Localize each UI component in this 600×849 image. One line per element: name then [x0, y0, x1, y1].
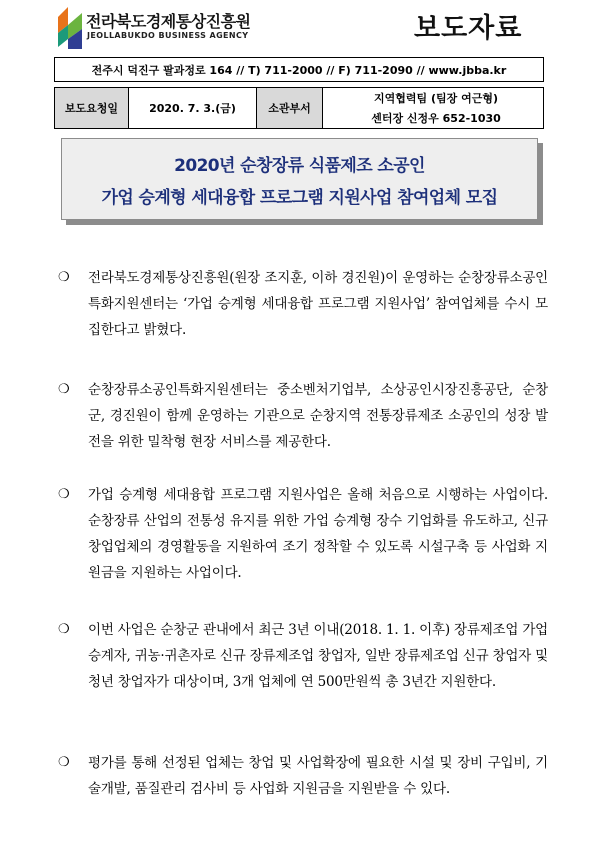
department-value	[323, 88, 543, 128]
bullet-circle-icon: ❍	[58, 270, 70, 285]
department-label: 소관부서	[257, 88, 323, 128]
paragraph-text: 가업 승계형 세대융합 프로그램 지원사업은 올해 처음으로 시행하는 사업이다. 순창장류 산업의 전통성 유지를 위한 가업 승계형 장수 기업화를 유도하고, 신규 창업업체의 경영활동을 지원하여 조기 정착할 수 있도록 시설구축 등 사업화 지원금을 지원하는 사업이다.	[88, 487, 548, 581]
agency-logo-icon	[56, 3, 84, 51]
org-name-english: JEOLLABUKDO BUSINESS AGENCY	[87, 31, 249, 40]
department-team: 지역협력팀 (팀장 여근형)	[374, 92, 498, 105]
department-contact: 센터장 신정우 652-1030	[371, 112, 501, 125]
body-paragraph	[58, 377, 548, 455]
paragraph-text: 평가를 통해 선정된 업체는 창업 및 사업확장에 필요한 시설 및 장비 구입비, 기술개발, 품질관리 검사비 등 사업화 지원금을 지원받을 수 있다.	[88, 755, 548, 797]
bullet-circle-icon: ❍	[58, 382, 70, 397]
body-paragraph	[58, 617, 548, 695]
paragraph-text: 이번 사업은 순창군 관내에서 최근 3년 이내(2018. 1. 1. 이후) 장류제조업 가업승계자, 귀농·귀촌자로 신규 장류제조업 창업자, 일반 장류제조업 신규 창업자 및 청년 창업자가 대상이며, 3개 업체에 연 500만원씩 총 3년간 지원한다.	[88, 622, 549, 690]
headline-line-2: 가업 승계형 세대융합 프로그램 지원사업 참여업체 모집	[101, 187, 498, 208]
paragraph-text: 전라북도경제통상진흥원(원장 조지훈, 이하 경진원)이 운영하는 순창장류소공인특화지원센터는 ‘가업 승계형 세대융합 프로그램 지원사업’ 참여업체를 수시 모집한다고 밝혔다.	[88, 270, 548, 338]
press-info-table	[54, 87, 544, 129]
org-name-korean: 전라북도경제통상진흥원	[86, 12, 251, 31]
headline-box	[61, 138, 538, 220]
body-paragraph	[58, 265, 548, 343]
request-date-value: 2020. 7. 3.(금)	[129, 88, 257, 128]
bullet-circle-icon: ❍	[58, 487, 70, 502]
contact-info-bar	[54, 57, 544, 82]
body-paragraph	[58, 750, 548, 802]
bullet-circle-icon: ❍	[58, 622, 70, 637]
contact-info-text: 전주시 덕진구 팔과정로 164 // T) 711-2000 // F) 711-2090 // www.jbba.kr	[91, 63, 507, 77]
document-type-title: 보도자료	[414, 13, 523, 44]
request-date-label: 보도요청일	[55, 88, 129, 128]
body-paragraph	[58, 482, 548, 586]
paragraph-text: 순창장류소공인특화지원센터는 중소벤처기업부, 소상공인시장진흥공단, 순창군, 경진원이 함께 운영하는 기관으로 순창지역 전통장류제조 소공인의 성장 발전을 위한 밀착형 현장 서비스를 제공한다.	[88, 382, 548, 450]
headline-line-1: 2020년 순창장류 식품제조 소공인	[174, 155, 425, 176]
bullet-circle-icon: ❍	[58, 755, 70, 770]
